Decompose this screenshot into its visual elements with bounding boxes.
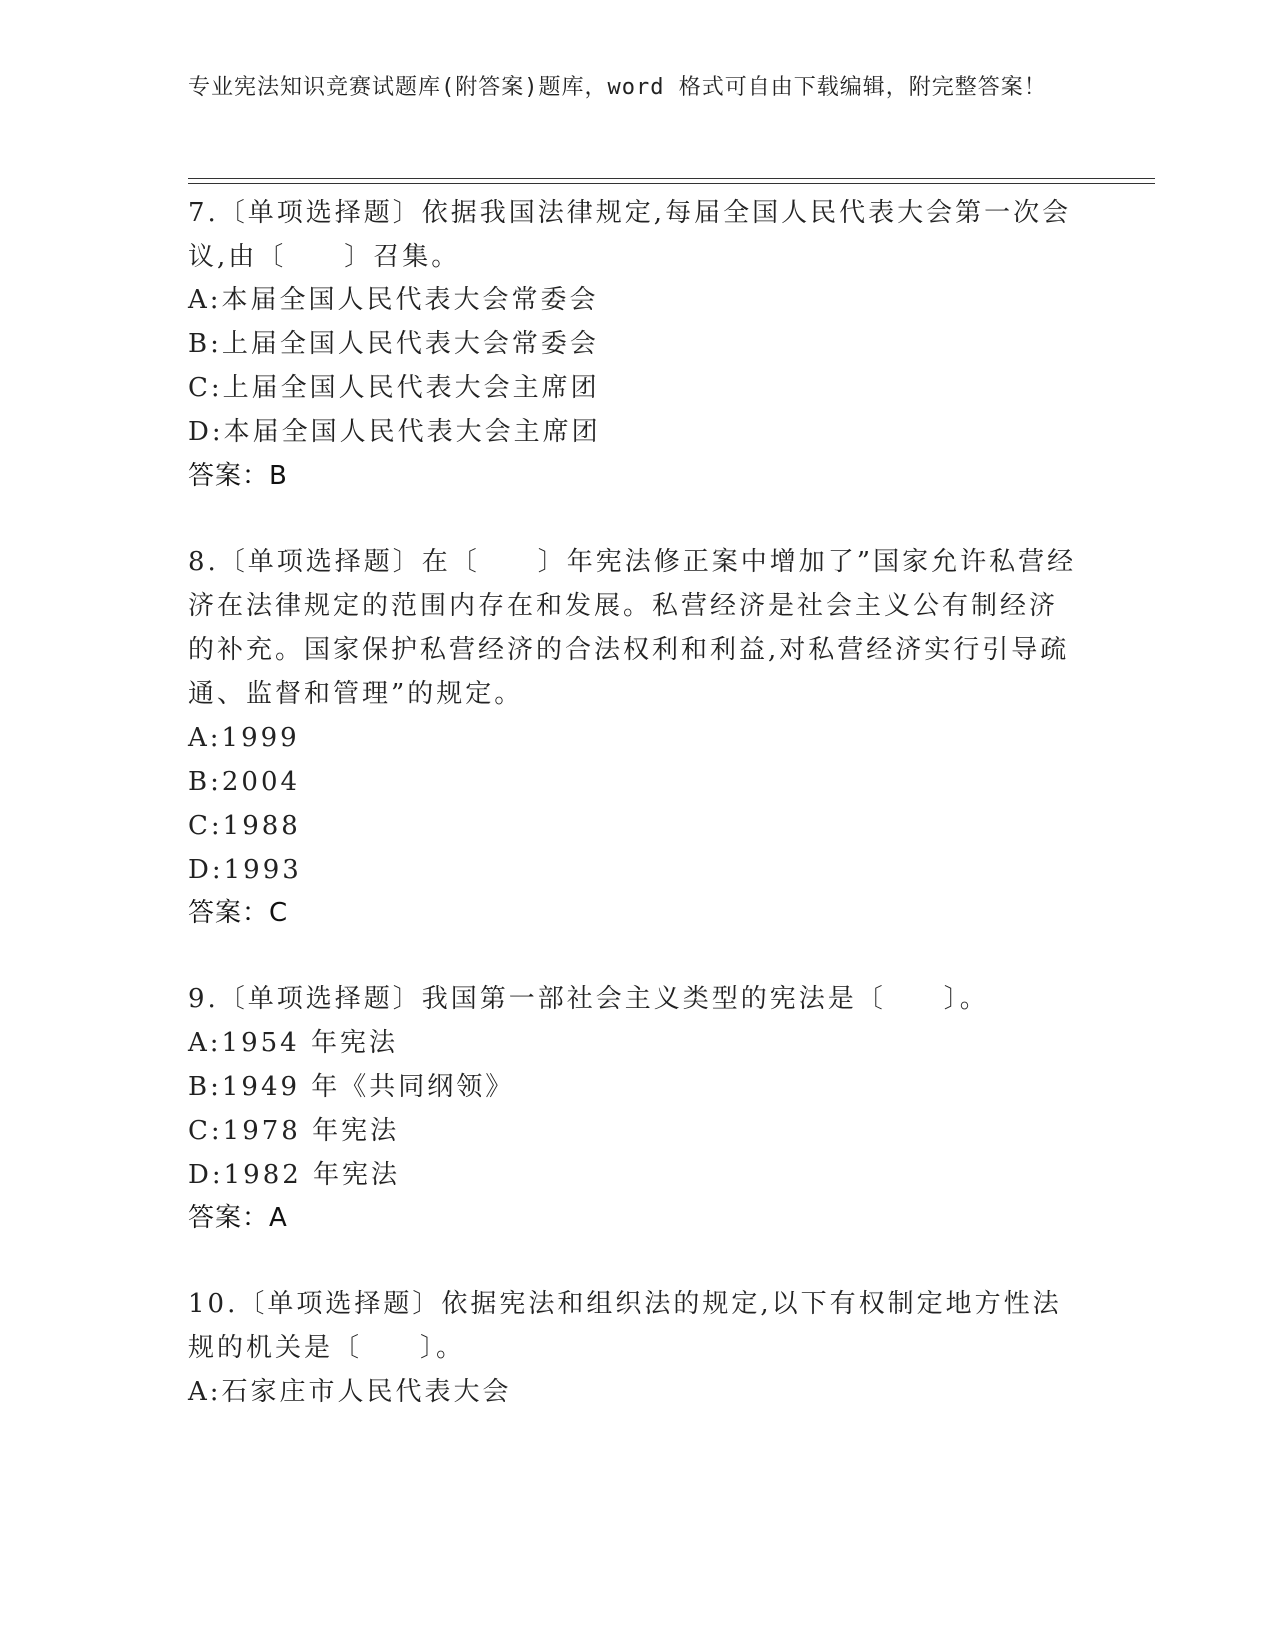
question-8-answer: 答案：C bbox=[188, 898, 289, 928]
question-8-text-line-3: 的补充。国家保护私营经济的合法权利和利益,对私营经济实行引导疏 bbox=[188, 635, 1070, 665]
question-9-text-line-1: 9.〔单项选择题〕我国第一部社会主义类型的宪法是〔 〕。 bbox=[188, 984, 989, 1014]
question-9-option-a: A:1954 年宪法 bbox=[188, 1028, 398, 1058]
question-10-text-line-1: 10.〔单项选择题〕依据宪法和组织法的规定,以下有权制定地方性法 bbox=[188, 1289, 1062, 1319]
question-10-option-a: A:石家庄市人民代表大会 bbox=[188, 1377, 512, 1407]
question-7-option-d: D:本届全国人民代表大会主席团 bbox=[188, 417, 601, 447]
question-8-text-line-2: 济在法律规定的范围内存在和发展。私营经济是社会主义公有制经济 bbox=[188, 591, 1059, 621]
question-7-option-b: B:上届全国人民代表大会常委会 bbox=[188, 329, 599, 359]
question-8-option-a: A:1999 bbox=[188, 723, 300, 753]
question-8-text-line-1: 8.〔单项选择题〕在〔 〕年宪法修正案中增加了”国家允许私营经 bbox=[188, 547, 1077, 577]
question-8-option-c: C:1988 bbox=[188, 811, 301, 841]
question-7-option-a: A:本届全国人民代表大会常委会 bbox=[188, 285, 599, 315]
question-8-option-d: D:1993 bbox=[188, 855, 302, 885]
question-9-answer: 答案：A bbox=[188, 1203, 288, 1233]
question-10-text-line-2: 规的机关是〔 〕。 bbox=[188, 1333, 466, 1363]
question-8-text-line-4: 通、监督和管理”的规定。 bbox=[188, 679, 524, 709]
header-divider-bottom bbox=[188, 183, 1155, 184]
document-header: 专业宪法知识竞赛试题库(附答案)题库，word 格式可自由下载编辑，附完整答案！ bbox=[188, 75, 1047, 100]
question-9-option-b: B:1949 年《共同纲领》 bbox=[188, 1072, 515, 1102]
question-9-option-c: C:1978 年宪法 bbox=[188, 1116, 400, 1146]
question-9-option-d: D:1982 年宪法 bbox=[188, 1160, 401, 1190]
question-7-option-c: C:上届全国人民代表大会主席团 bbox=[188, 373, 600, 403]
header-divider-top bbox=[188, 178, 1155, 179]
question-7-answer: 答案：B bbox=[188, 461, 288, 491]
question-7-text-line-1: 7.〔单项选择题〕依据我国法律规定,每届全国人民代表大会第一次会 bbox=[188, 198, 1072, 228]
question-8-option-b: B:2004 bbox=[188, 767, 301, 797]
question-7-text-line-2: 议,由〔 〕召集。 bbox=[188, 242, 461, 272]
